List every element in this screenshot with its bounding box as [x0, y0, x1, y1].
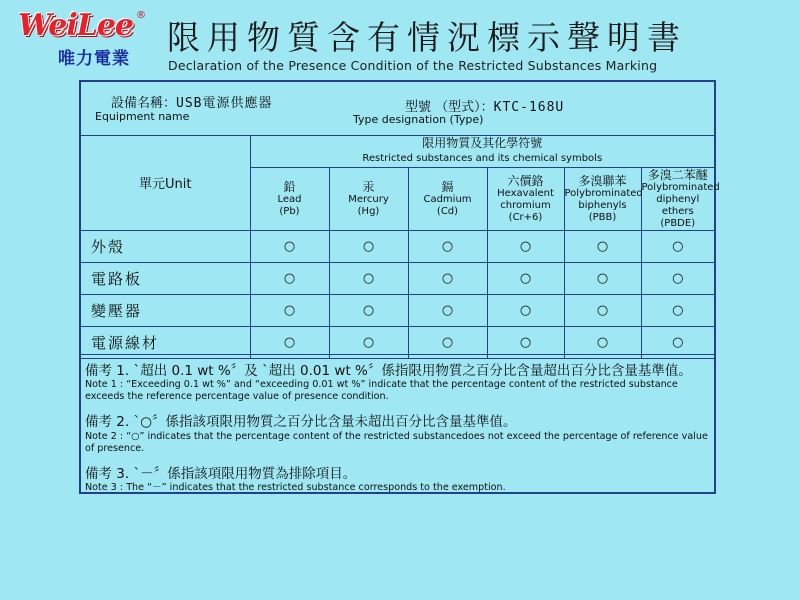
presence-mark: ○: [329, 231, 408, 263]
presence-mark: ○: [487, 263, 564, 295]
page-title-english: Declaration of the Presence Condition of the Restricted Substances Marking: [168, 58, 658, 73]
table-row: [81, 263, 714, 295]
substance-symbol: (PBB): [588, 212, 617, 223]
substance-name-cn: 鉛: [283, 180, 296, 194]
substance-header: [641, 168, 720, 231]
substance-symbol: (Hg): [357, 206, 380, 217]
substance-header: [408, 168, 487, 231]
presence-mark: ○: [641, 295, 714, 327]
presence-mark: ○: [250, 327, 329, 359]
substance-name-en: Polybrominated biphenyls: [564, 188, 643, 211]
equipment-label-en: Equipment name: [95, 110, 190, 123]
substance-symbol: (Pb): [279, 206, 300, 217]
presence-mark: ○: [641, 327, 714, 359]
unit-name: 電源線材: [81, 327, 250, 359]
substance-group-header: [250, 135, 714, 168]
note-1-cn: 備考 1. ˋ超出 0.1 wt %〞及 ˋ超出 0.01 wt %〞係指限用物質之百分比含量超出百分比含量基準值。: [85, 363, 692, 379]
group-title-en: Restricted substances and its chemical symbols: [362, 153, 603, 164]
table-row: [81, 295, 714, 327]
unit-header: 單元Unit: [81, 135, 250, 231]
presence-mark: ○: [564, 231, 641, 263]
type-label-en: Type designation (Type): [353, 113, 484, 126]
note-3-cn: 備考 3. ˋ－〞係指該項限用物質為排除項目。: [85, 466, 357, 482]
company-logo: [18, 10, 148, 68]
presence-mark: ○: [329, 327, 408, 359]
equipment-info: [81, 82, 714, 136]
logo-wordmark: WeiLee: [18, 8, 133, 43]
note-3-en: Note 3 : The “－” indicates that the restricted substance corresponds to the exemption.: [85, 482, 506, 493]
substance-name-cn: 多溴二苯醚: [647, 168, 708, 182]
page-title-chinese: 限用物質含有情況標示聲明書: [167, 18, 687, 57]
registered-mark: ®: [136, 10, 146, 21]
equipment-label: 設備名稱：: [111, 96, 177, 111]
presence-mark: ○: [487, 295, 564, 327]
substance-name-cn: 汞: [362, 180, 375, 194]
presence-mark: ○: [487, 231, 564, 263]
note-2-cn: 備考 2. ˋ○〞係指該項限用物質之百分比含量未超出百分比含量基準值。: [85, 414, 517, 430]
note-1-en: Note 1 : “Exceeding 0.1 wt %” and “exceeding 0.01 wt %” indicate that the percentage content of the restricted substance exceeds the reference percentage value of presence condition.: [85, 379, 678, 402]
substance-name-en: Hexavalent chromium: [497, 188, 554, 211]
presence-mark: ○: [641, 263, 714, 295]
group-title-cn: 限用物質及其化學符號: [422, 136, 543, 150]
presence-mark: ○: [408, 295, 487, 327]
substance-name-en: Mercury: [348, 194, 389, 205]
substance-name-cn: 多溴聯苯: [578, 174, 627, 188]
type-label: 型號 （型式）：: [405, 100, 494, 115]
presence-mark: ○: [250, 263, 329, 295]
presence-mark: ○: [487, 327, 564, 359]
substance-name-en: Lead: [277, 194, 302, 205]
presence-mark: ○: [641, 231, 714, 263]
presence-mark: ○: [408, 231, 487, 263]
substance-name-cn: 六價鉻: [507, 174, 544, 188]
equipment-name: USB電源供應器: [176, 96, 273, 111]
substance-name-en: Polybrominated diphenyl ethers: [641, 182, 720, 217]
presence-mark: ○: [329, 263, 408, 295]
substance-table: [81, 135, 720, 359]
presence-mark: ○: [564, 295, 641, 327]
substance-header: [564, 168, 641, 231]
presence-mark: ○: [408, 263, 487, 295]
unit-name: 外殼: [81, 231, 250, 263]
presence-mark: ○: [329, 295, 408, 327]
logo-chinese-name: 唯力電業: [58, 49, 130, 69]
type-value: KTC-168U: [493, 100, 565, 115]
substance-symbol: (Cr+6): [508, 212, 543, 223]
presence-mark: ○: [250, 231, 329, 263]
substance-header: [250, 168, 329, 231]
unit-name: 電路板: [81, 263, 250, 295]
substance-name-en: Cadmium: [423, 194, 472, 205]
substance-header: [329, 168, 408, 231]
substance-name-cn: 鎘: [441, 180, 454, 194]
presence-mark: ○: [250, 295, 329, 327]
note-2-en: Note 2 : “○” indicates that the percentage content of the restricted substancedoes not exceed the percentage of reference value of presence.: [85, 431, 708, 454]
presence-mark: ○: [564, 263, 641, 295]
substance-symbol: (PBDE): [660, 218, 696, 229]
presence-mark: ○: [408, 327, 487, 359]
unit-name: 變壓器: [81, 295, 250, 327]
notes-section: [81, 354, 714, 493]
declaration-panel: [79, 80, 720, 494]
table-row: [81, 231, 714, 263]
presence-mark: ○: [564, 327, 641, 359]
substance-header: [487, 168, 564, 231]
substance-symbol: (Cd): [436, 206, 459, 217]
